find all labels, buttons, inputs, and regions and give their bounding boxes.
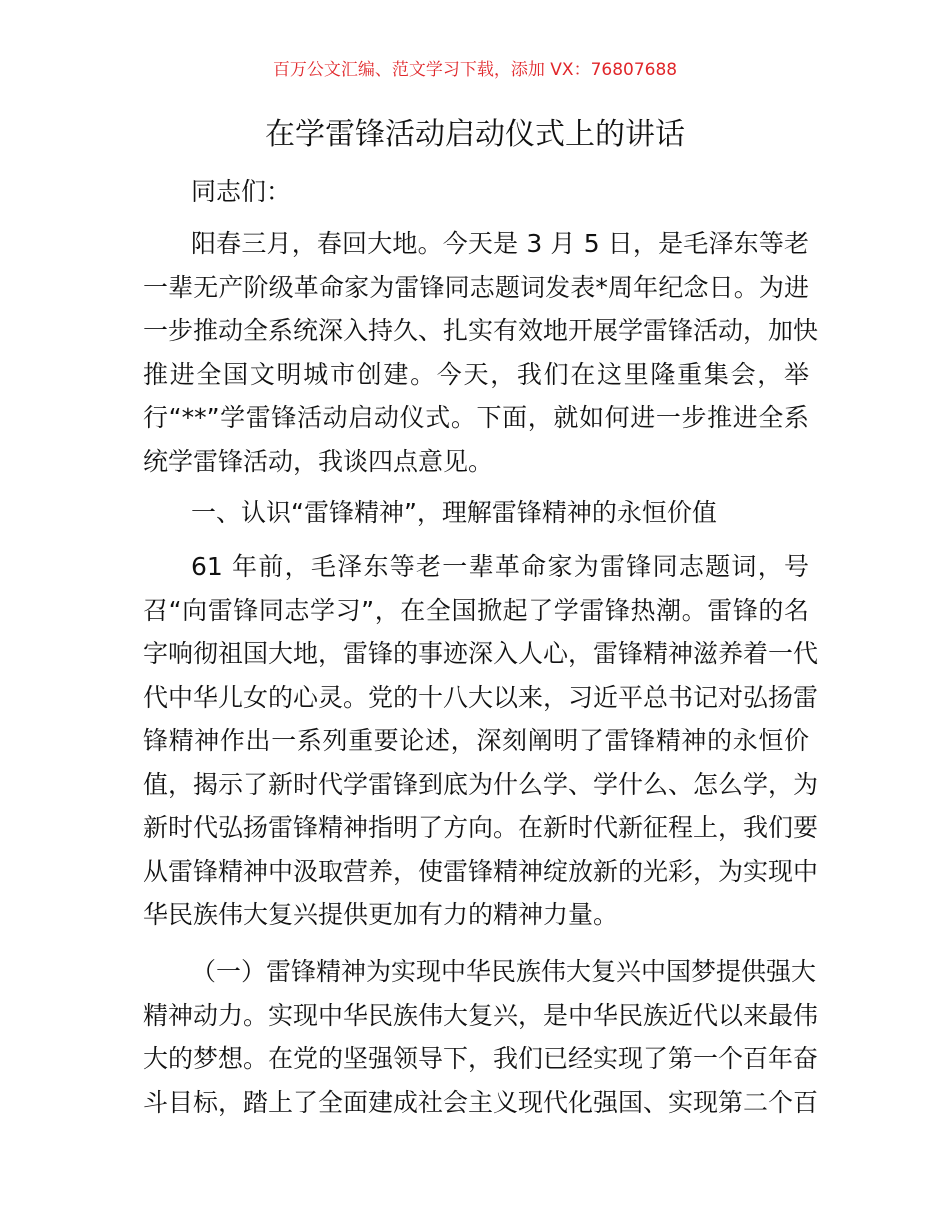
text-line: 从雷锋精神中汲取营养，使雷锋精神绽放新的光彩，为实现中 (143, 856, 819, 886)
text-line: 61 年前，毛泽东等老一辈革命家为雷锋同志题词，号 (191, 552, 809, 581)
watermark-header: 百万公文汇编、范文学习下载，添加 VX：76807688 (272, 60, 678, 80)
section-heading-1 (143, 491, 809, 535)
text-line: （一）雷锋精神为实现中华民族伟大复兴中国梦提供强大 (191, 957, 817, 986)
text-line: 精神动力。实现中华民族伟大复兴，是中华民族近代以来最伟 (143, 1000, 819, 1030)
document-title: 在学雷锋活动启动仪式上的讲话 (265, 117, 685, 152)
text-line: 统学雷锋活动，我谈四点意见。 (143, 446, 494, 476)
text-line: 召“向雷锋同志学习”，在全国掀起了学雷锋热潮。雷锋的名 (143, 595, 809, 625)
text-line: 新时代弘扬雷锋精神指明了方向。在新时代新征程上，我们要 (143, 813, 819, 842)
paragraph-section-1 (143, 545, 819, 937)
paragraph-subsection-1 (143, 950, 819, 1124)
text-line: 字响彻祖国大地，雷锋的事迹深入人心，雷锋精神滋养着一代 (143, 639, 819, 668)
text-line: 代中华儿女的心灵。党的十八大以来，习近平总书记对弘扬雷 (143, 682, 819, 712)
text-line: 阳春三月，春回大地。今天是 3 月 5 日，是毛泽东等老 (191, 229, 809, 258)
salutation (143, 170, 809, 214)
text-line: 行“**”学雷锋活动启动仪式。下面，就如何进一步推进全系 (143, 403, 809, 432)
text-line: 一辈无产阶级革命家为雷锋同志题词发表*周年纪念日。为进 (143, 272, 809, 302)
paragraph-intro (143, 222, 819, 483)
text-line: 推进全国文明城市创建。今天，我们在这里隆重集会，举 (143, 359, 809, 389)
text-line: 华民族伟大复兴提供更加有力的精神力量。 (143, 900, 619, 929)
text-line: 大的梦想。在党的坚强领导下，我们已经实现了第一个百年奋 (143, 1044, 819, 1073)
heading-text: 一、认识“雷锋精神”，理解雷锋精神的永恒价值 (191, 498, 717, 527)
text-line: 值，揭示了新时代学雷锋到底为什么学、学什么、怎么学，为 (143, 769, 819, 799)
text-line: 锋精神作出一系列重要论述，深刻阐明了雷锋精神的永恒价 (143, 726, 809, 755)
text-line: 一步推动全系统深入持久、扎实有效地开展学雷锋活动，加快 (143, 316, 819, 345)
salutation-text: 同志们： (191, 177, 292, 206)
text-line: 斗目标，踏上了全面建成社会主义现代化强国、实现第二个百 (143, 1087, 819, 1117)
